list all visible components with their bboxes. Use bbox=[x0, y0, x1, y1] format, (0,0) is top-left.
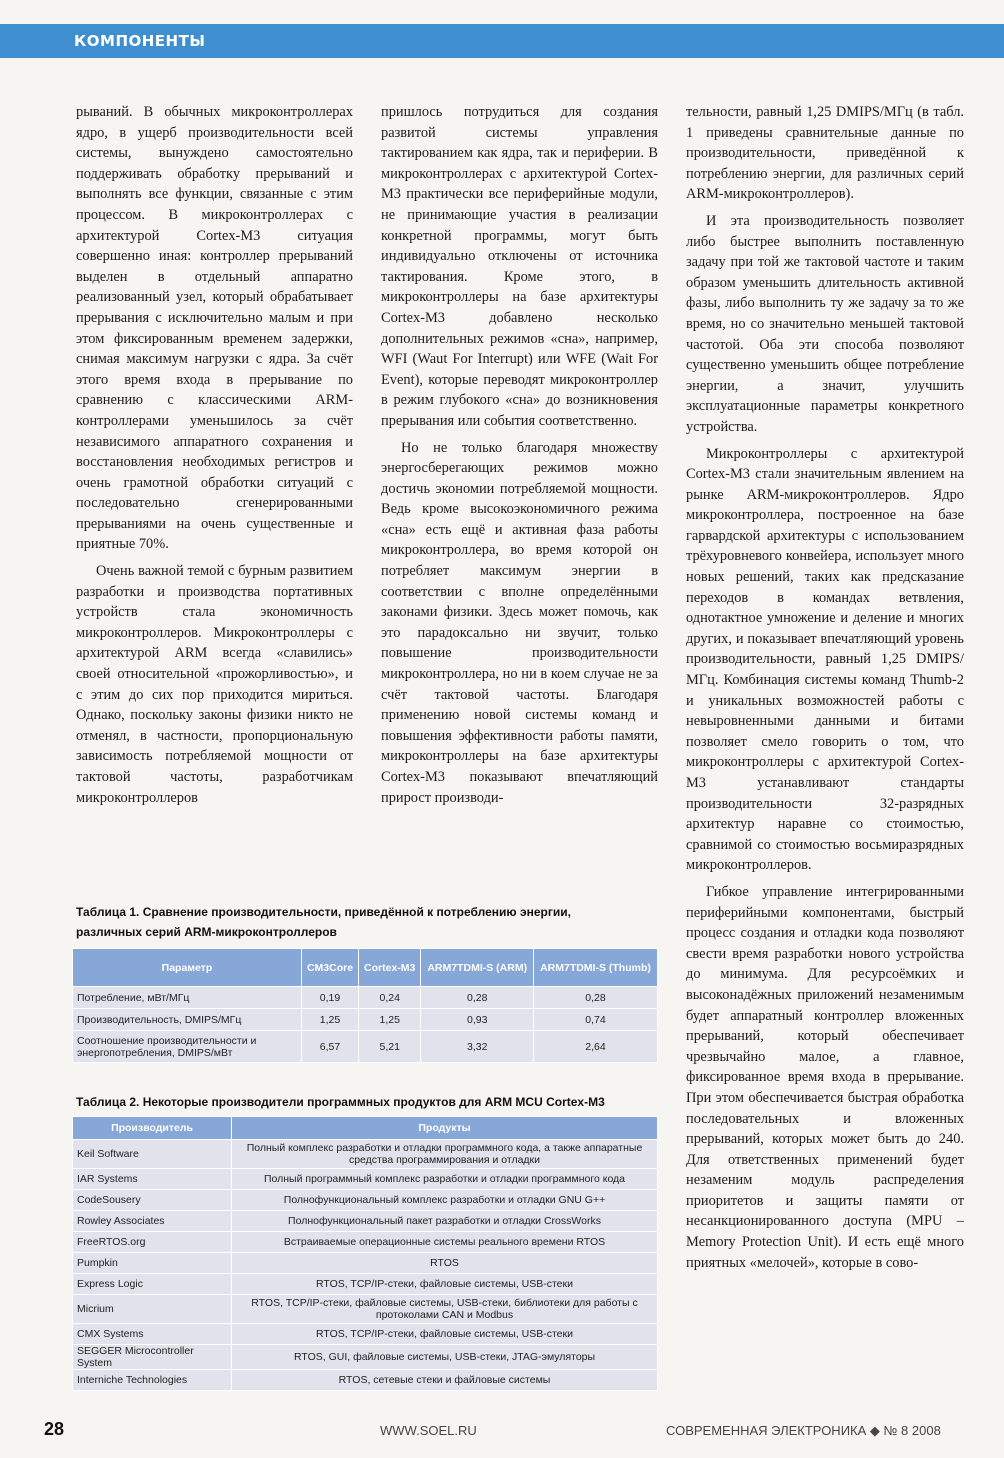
table-cell: CodeSousery bbox=[73, 1190, 232, 1211]
table-cell: RTOS, TCP/IP-стеки, файловые системы, USB-стеки bbox=[232, 1274, 658, 1295]
table-header-cell: CM3Core bbox=[302, 949, 359, 987]
paragraph: Гибкое управление интегрированными периферийными компонентами, быстрый процесс создания и отладки кода позволяют свести время разработки нового устройства до минимума. Для ресурсоёмких и высоконадёжных приложений незаменимым будет аппаратный контроллер вложенных прерываний, который обеспечивает чрезвычайно малое, а главное, фиксированное время входа в прерывание. При этом обеспечивается быстрая обработка последовательных и вложенных прерываний, которых может быть до 240. Для ответственных применений будет незаменим модуль распределения приоритетов и защиты памяти от несанкционированного доступа (MPU – Memory Protection Unit). И есть ещё много приятных «мелочей», которые в сово- bbox=[686, 883, 964, 1271]
table-cell: Полнофункциональный пакет разработки и отладки CrossWorks bbox=[232, 1211, 658, 1232]
table-cell: RTOS, сетевые стеки и файловые системы bbox=[232, 1370, 658, 1391]
magazine-issue: СОВРЕМЕННАЯ ЭЛЕКТРОНИКА ◆ № 8 2008 bbox=[666, 1423, 941, 1438]
paragraph: рываний. В обычных микроконтроллерах ядро, в ущерб производительности всей системы, вынуждено самостоятельно поддерживать обработку прерываний и выполнять все функции, связанные с этим процессом. В микроконтроллерах с архитектурой Cortex-M3 ситуация совершенно иная: контроллер прерываний выделен в отдельный аппаратно реализованный узел, который обрабатывает прерывания с исключительно малым и при этом фиксированным временем задержки, снимая максимум нагрузки с ядра. За счёт этого время входа в прерывание по сравнению с классическими ARM-контроллерами уменьшилось за счёт независимого аппаратного сохранения и восстановления необходимых регистров и очень грамотной обработки ситуаций с последовательно сгенерированными прерываниями на очень существенные и приятные 70%. bbox=[76, 104, 353, 553]
table-cell: 1,25 bbox=[359, 1009, 421, 1031]
table-cell: CMX Systems bbox=[73, 1324, 232, 1345]
table-cell: 0,28 bbox=[421, 987, 534, 1009]
table-header-cell: Cortex-M3 bbox=[359, 949, 421, 987]
table-row bbox=[73, 1345, 658, 1370]
table-cell: IAR Systems bbox=[73, 1169, 232, 1190]
table-cell: Производительность, DMIPS/МГц bbox=[73, 1009, 302, 1031]
table-cell: Соотношение производительности и энергопотребления, DMIPS/мВт bbox=[73, 1031, 302, 1063]
table-row bbox=[73, 1370, 658, 1391]
table-row bbox=[73, 1031, 658, 1063]
table-cell: Полнофункциональный комплекс разработки и отладки GNU G++ bbox=[232, 1190, 658, 1211]
table-header-row bbox=[73, 1117, 658, 1140]
table-row bbox=[73, 1009, 658, 1031]
text-column-1 bbox=[76, 102, 353, 882]
table-cell: Keil Software bbox=[73, 1140, 232, 1169]
table-cell: Встраиваемые операционные системы реального времени RTOS bbox=[232, 1232, 658, 1253]
table-header-cell: Параметр bbox=[73, 949, 302, 987]
table-row bbox=[73, 1253, 658, 1274]
table-cell: Полный программный комплекс разработки и отладки программного кода bbox=[232, 1169, 658, 1190]
table2-caption: Таблица 2. Некоторые производители программных продуктов для ARM MCU Cortex-M3 bbox=[76, 1095, 605, 1109]
table-cell: Потребление, мВт/МГц bbox=[73, 987, 302, 1009]
table-cell: 2,64 bbox=[533, 1031, 657, 1063]
table-row bbox=[73, 1295, 658, 1324]
table-row bbox=[73, 1324, 658, 1345]
table-row bbox=[73, 987, 658, 1009]
page-number: 28 bbox=[44, 1419, 65, 1439]
paragraph: Очень важной темой с бурным развитием разработки и производства портативных устройств стала экономичность микроконтроллеров. Микроконтроллеры с архитектурой ARM всегда «славились» своей относительной «прожорливостью», и с этим до сих пор приходится мириться. Однако, поскольку законы физики никто не отменял, в частности, пропорциональную зависимость потребляемой мощности от тактовой частоты, разработчикам микроконтроллеров bbox=[76, 563, 353, 806]
table-header-cell: ARM7TDMI-S (Thumb) bbox=[533, 949, 657, 987]
vendors-table bbox=[72, 1116, 658, 1391]
table-header-cell: Производитель bbox=[73, 1117, 232, 1140]
text-column-3 bbox=[686, 102, 964, 1402]
performance-table bbox=[72, 948, 658, 1063]
section-title: КОМПОНЕНТЫ bbox=[74, 32, 206, 50]
table-row bbox=[73, 1274, 658, 1295]
table-cell: Pumpkin bbox=[73, 1253, 232, 1274]
table-cell: 0,19 bbox=[302, 987, 359, 1009]
table-row bbox=[73, 1190, 658, 1211]
text-column-2 bbox=[381, 102, 658, 882]
table-cell: 0,74 bbox=[533, 1009, 657, 1031]
table1-caption: Таблица 1. Сравнение производительности, приведённой к потреблению энергии, различных серий ARM-микроконтроллеров bbox=[76, 905, 571, 939]
site-url: WWW.SOEL.RU bbox=[380, 1423, 477, 1438]
table-cell: 0,24 bbox=[359, 987, 421, 1009]
table-cell: FreeRTOS.org bbox=[73, 1232, 232, 1253]
paragraph: И эта производительность позволяет либо быстрее выполнить поставленную задачу при той же тактовой частоте и таким образом уменьшить длительность активной фазы, либо выполнить ту же задачу за то же время, но со значительно меньшей тактовой частотой. Оба эти способа позволяют существенно уменьшить общее потребление энергии, а значит, улучшить эксплуатационные параметры конкретного устройства. bbox=[686, 212, 964, 435]
table-row bbox=[73, 1169, 658, 1190]
table-cell: 1,25 bbox=[302, 1009, 359, 1031]
paragraph: тельности, равный 1,25 DMIPS/МГц (в табл. 1 приведены сравнительные данные по производительности, приведённой к потреблению энергии, для различных серий ARM-микроконтроллеров). bbox=[686, 104, 964, 203]
table-header-row bbox=[73, 949, 658, 987]
table-header-cell: Продукты bbox=[232, 1117, 658, 1140]
table-cell: Rowley Associates bbox=[73, 1211, 232, 1232]
table-cell: SEGGER Microcontroller System bbox=[73, 1345, 232, 1370]
paragraph: пришлось потрудиться для создания развитой системы управления тактированием как ядра, так и периферии. В микроконтроллерах с архитектурой Cortex-M3 практически все периферийные модули, не принимающие участия в реализации конкретной программы, могут быть индивидуально отключены от источника тактирования. Кроме этого, в микроконтроллеры на базе архитектуры Cortex-M3 добавлено несколько дополнительных режимов «сна», например, WFI (Waut For Interrupt) или WFE (Wait For Event), которые переводят микроконтроллер в режим глубокого «сна» до возникновения прерывания или события соответственно. bbox=[381, 104, 658, 429]
table-cell: RTOS bbox=[232, 1253, 658, 1274]
table-row bbox=[73, 1232, 658, 1253]
table-cell: Express Logic bbox=[73, 1274, 232, 1295]
table-cell: Micrium bbox=[73, 1295, 232, 1324]
table-row bbox=[73, 1211, 658, 1232]
table-cell: RTOS, TCP/IP-стеки, файловые системы, USB-стеки, библиотеки для работы с протоколами CAN и Modbus bbox=[232, 1295, 658, 1324]
paragraph: Микроконтроллеры с архитектурой Cortex-M3 стали значительным явлением на рынке ARM-микроконтроллеров. Ядро микроконтроллера, построенное на базе гарвардской архитектуры с использованием трёхуровневого конвейера, использует много новых решений, таких как предсказание переходов в командах ветвления, однотактное умножение и деление и многих других, и показывает впечатляющий уровень производительности, равный 1,25 DMIPS/МГц. Комбинация системы команд Thumb-2 и уникальных возможностей работы с невыровненными данными и битами позволяет смело говорить о том, что микроконтроллеры с архитектурой Cortex-M3 устанавливают стандарты производительности 32-разрядных архитектур наравне со стоимостью, сравнимой со стоимостью восьмиразрядных микроконтроллеров. bbox=[686, 445, 964, 874]
table-row bbox=[73, 1140, 658, 1169]
table-header-cell: ARM7TDMI-S (ARM) bbox=[421, 949, 534, 987]
paragraph: Но не только благодаря множеству энергосберегающих режимов можно достичь экономии потребляемой мощности. Ведь кроме высокоэкономичного режима «сна» есть ещё и активная фаза работы микроконтроллера, во время которой он потребляет максимум энергии в соответствии с вполне определёнными законами физики. Здесь может помочь, как это парадоксально ни звучит, только повышение производительности микроконтроллера, но ни в коем случае не за счёт тактовой частоты. Благодаря применению новой системы команд и повышения эффективности работы памяти, микроконтроллеры на базе архитектуры Cortex-M3 показывают впечатляющий прирост производи- bbox=[381, 439, 658, 806]
table-cell: 3,32 bbox=[421, 1031, 534, 1063]
table-cell: RTOS, TCP/IP-стеки, файловые системы, USB-стеки bbox=[232, 1324, 658, 1345]
table-cell: 6,57 bbox=[302, 1031, 359, 1063]
table-cell: RTOS, GUI, файловые системы, USB-стеки, JTAG-эмуляторы bbox=[232, 1345, 658, 1370]
table-cell: Полный комплекс разработки и отладки программного кода, а также аппаратные средства программирования и отладки bbox=[232, 1140, 658, 1169]
section-header-bar bbox=[0, 24, 1004, 58]
table-cell: 0,93 bbox=[421, 1009, 534, 1031]
table-cell: Interniche Technologies bbox=[73, 1370, 232, 1391]
table-cell: 5,21 bbox=[359, 1031, 421, 1063]
table-cell: 0,28 bbox=[533, 987, 657, 1009]
